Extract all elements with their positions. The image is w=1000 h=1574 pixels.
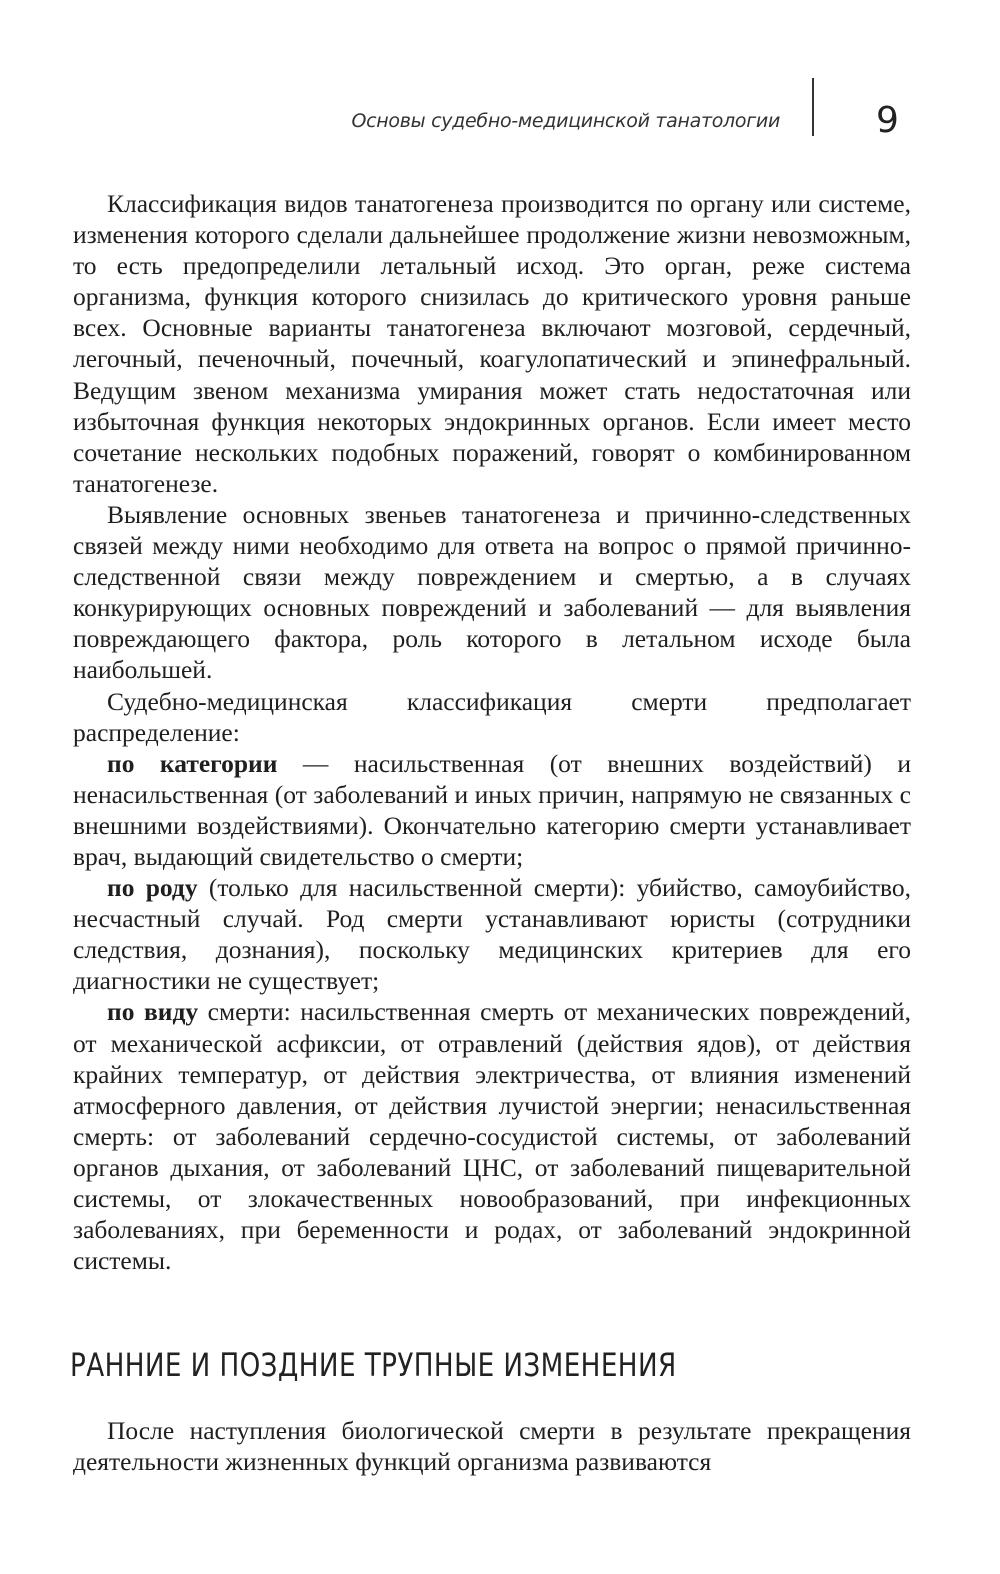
term-kind: по роду	[107, 873, 198, 903]
term-description: — насильственная (от внешних воздействий) и ненасильственная (от заболеваний и иных причин, напрямую не связанных с внешними воздействиями). Окончательно категорию смерти устанавливает врач, выдающий свидетельство о смерти;	[73, 748, 911, 871]
classification-item	[73, 996, 911, 1276]
classification-item	[73, 748, 911, 872]
term-description: смерти: насильственная смерть от механических повреждений, от механической асфиксии, от отравлений (действия ядов), от действия крайних температур, от действия электричества, от влияния изменений атмосферного давления, от действия лучистой энергии; ненасильственная смерть: от заболеваний сердечно-сосудистой системы, от заболеваний органов дыхания, от заболеваний ЦНС, от заболеваний пищеварительной системы, от злокачественных новообразований, при инфекционных заболеваниях, при беременности и родах, от заболеваний эндокринной системы.	[73, 997, 911, 1276]
header-divider	[812, 78, 814, 136]
running-header	[0, 78, 1000, 141]
term-type: по виду	[107, 997, 199, 1027]
term-description: (только для насильственной смерти): убийство, самоубийство, несчастный случай. Род смерти устанавливают юристы (сотрудники следствия, дознания), поскольку медицинских критериев для его диагностики не существует;	[73, 873, 912, 996]
section-body	[73, 1415, 911, 1477]
classification-item	[73, 872, 911, 996]
paragraph: Классификация видов танатогенеза производится по органу или системе, изменения которого сделали дальнейшее продолжение жизни невозможным, то есть предопределили летальный исход. Это орган, реже система организма, функция которого снизилась до критического уровня раньше всех. Основные варианты танатогенеза включают мозговой, сердечный, легочный, печеночный, почечный, коагулопатический и эпинефральный. Ведущим звеном механизма умирания может стать недостаточная или избыточная функция некоторых эндокринных органов. Если имеет место сочетание нескольких подобных поражений, говорят о комбинированном танатогенезе.	[73, 189, 911, 498]
paragraph: Выявление основных звеньев танатогенеза и причинно-следственных связей между ними необходимо для ответа на вопрос о прямой причинно-следственной связи между повреждением и смертью, а в случаях конкурирующих основных повреждений и заболеваний — для выявления повреждающего фактора, роль которого в летальном исходе была наибольшей.	[73, 499, 911, 685]
page-number: 9	[876, 100, 899, 141]
running-title: Основы судебно-медицинской танатологии	[351, 110, 780, 132]
section-heading: РАННИЕ И ПОЗДНИЕ ТРУПНЫЕ ИЗМЕНЕНИЯ	[70, 1346, 677, 1384]
term-category: по категории	[107, 748, 278, 778]
paragraph: После наступления биологической смерти в результате прекращения деятельности жизненных функций организма развиваются	[73, 1416, 911, 1477]
paragraph: Судебно-медицинская классификация смерти предполагает распределение:	[73, 686, 911, 747]
body-text	[73, 188, 911, 1276]
